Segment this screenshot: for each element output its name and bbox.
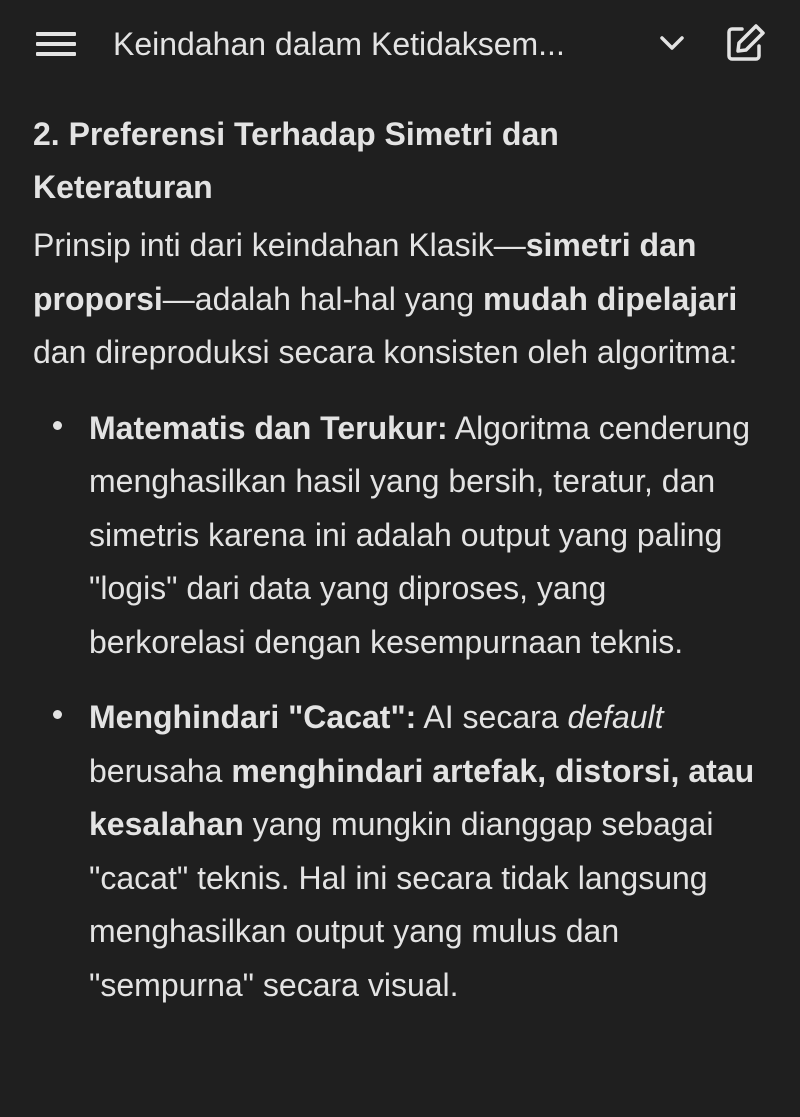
section-heading: 2. Preferensi Terhadap Simetri dan Keteraturan: [33, 116, 559, 205]
top-app-bar: [0, 0, 800, 88]
bullet-text: AI secara: [416, 699, 568, 735]
chat-title[interactable]: Keindahan dalam Ketidaksem...: [113, 26, 565, 62]
hamburger-menu-icon[interactable]: [30, 22, 82, 66]
intro-bold-text: mudah dipelajari: [483, 280, 738, 317]
edit-icon[interactable]: [722, 20, 770, 66]
intro-text: dan direproduksi secara konsisten oleh algoritma:: [33, 334, 738, 370]
bullet-point-icon: [53, 421, 62, 430]
bullet-bold-text: Matematis dan Terukur:: [89, 409, 448, 446]
bullet-text: Algoritma cenderung menghasilkan hasil yang bersih, teratur, dan simetris karena ini adalah output yang paling "logis" dari data yang diproses, yang berkorelasi dengan kesempurnaan teknis.: [89, 409, 750, 660]
list-item: [33, 691, 769, 1012]
bullet-point-icon: [53, 710, 62, 719]
list-item: [33, 402, 769, 670]
response-content: [33, 108, 773, 1034]
bullet-text: berusaha: [89, 752, 232, 789]
intro-text: Prinsip inti dari keindahan Klasik—: [33, 227, 526, 263]
bullet-text: yang mungkin dianggap sebagai "cacat" teknis. Hal ini secara tidak langsung menghasilkan output yang mulus dan "sempurna" secara visual.: [89, 806, 714, 1003]
bullet-list: [33, 402, 773, 1013]
intro-text: —adalah hal-hal yang: [162, 280, 483, 317]
bullet-bold-text: Menghindari "Cacat":: [89, 699, 417, 735]
intro-bold-text: simetri dan proporsi: [33, 227, 697, 317]
chevron-down-icon[interactable]: [650, 24, 694, 64]
bullet-italic-text: default: [567, 699, 664, 735]
intro-paragraph: [33, 219, 768, 380]
bullet-bold-text: menghindari artefak, distorsi, atau kesalahan: [89, 752, 755, 842]
